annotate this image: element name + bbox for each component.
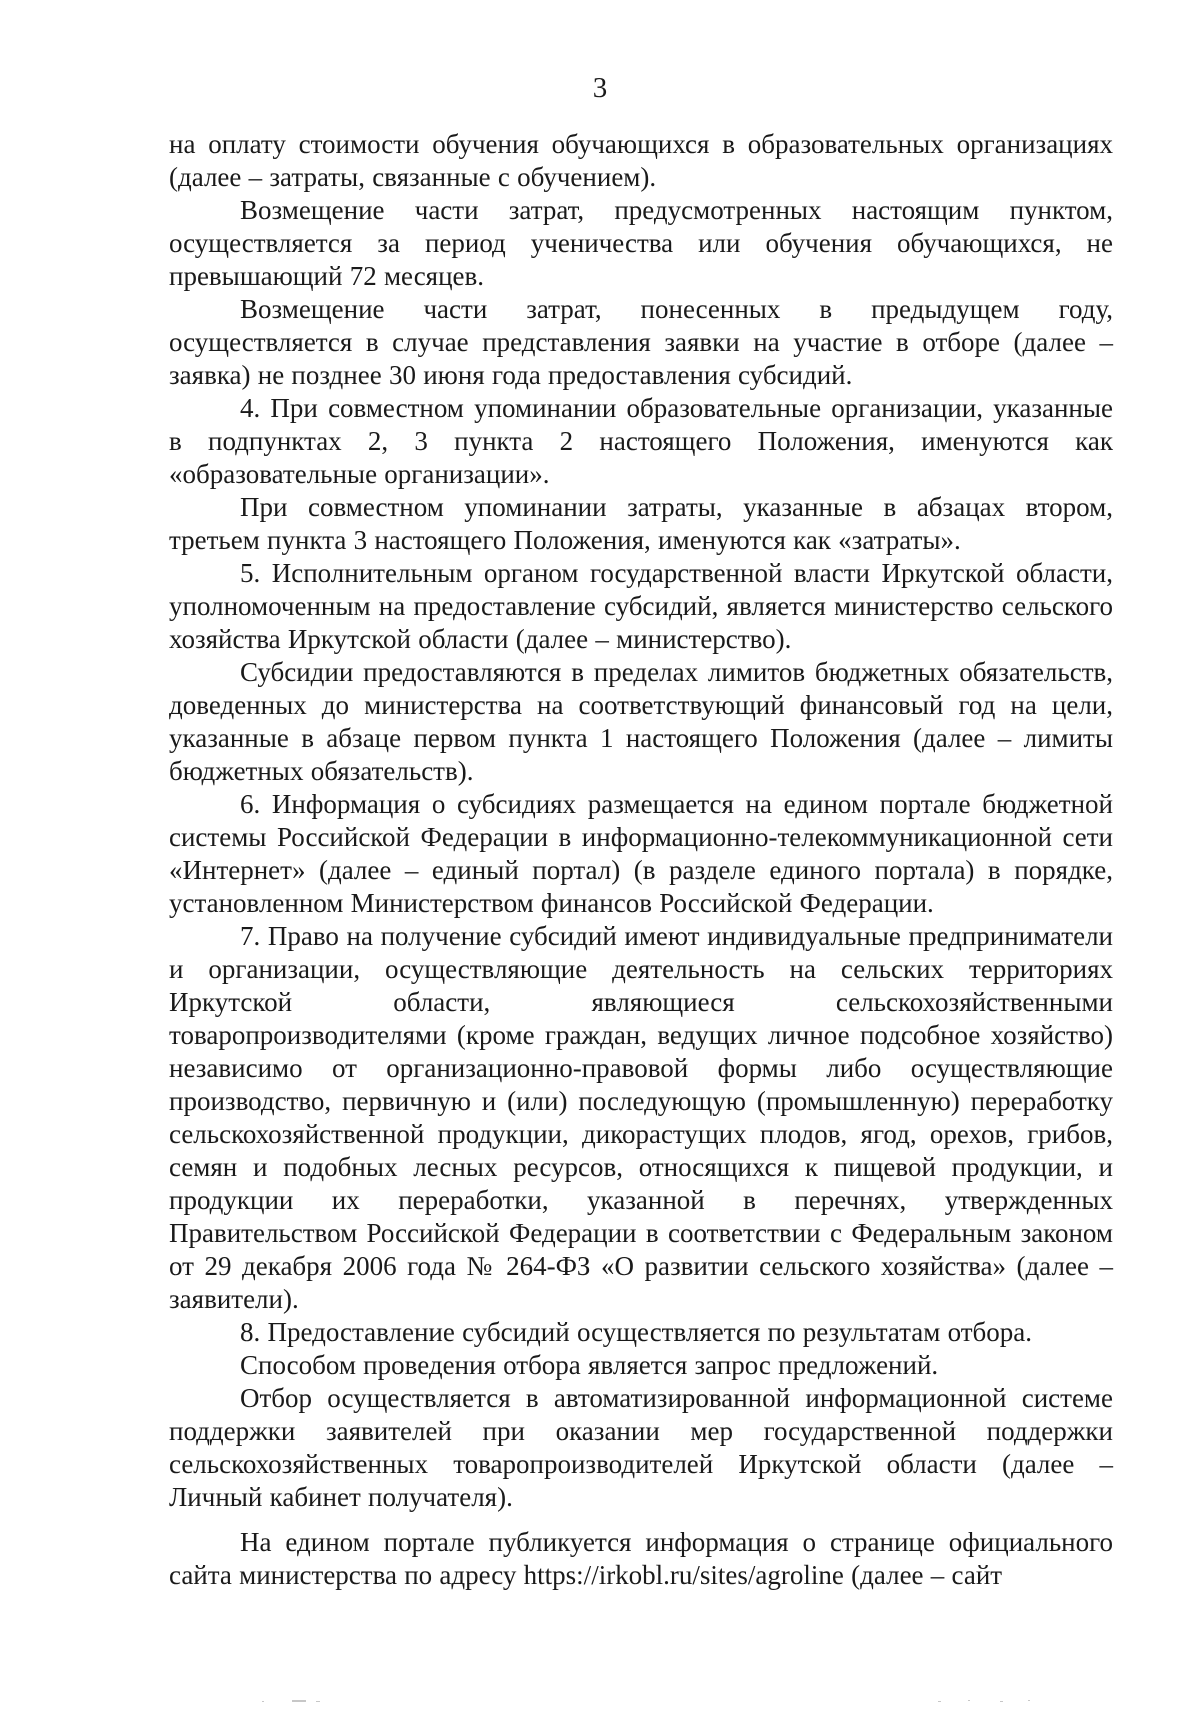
paragraph: Возмещение части затрат, понесенных в предыдущем году, осуществляется в случае представления заявки на участие в отборе (далее – заявка) не позднее 30 июня года предоставления субсидий. [169, 294, 1113, 390]
paragraph: Способом проведения отбора является запрос предложений. [240, 1350, 939, 1380]
paragraph: 4. При совместном упоминании образовательные организации, указанные в подпунктах 2, 3 пункта 2 настоящего Положения, именуются как «образовательные организации». [169, 393, 1113, 489]
paragraph: Субсидии предоставляются в пределах лимитов бюджетных обязательств, доведенных до министерства на соответствующий финансовый год на цели, указанные в абзаце первом пункта 1 настоящего Положения (далее – лимиты бюджетных обязательств). [169, 657, 1113, 786]
page-number: 3 [592, 72, 608, 104]
document-body [169, 128, 1113, 1592]
paragraph: Возмещение части затрат, предусмотренных настоящим пунктом, осуществляется за период ученичества или обучения обучающихся, не превышающий 72 месяцев. [169, 195, 1113, 291]
paragraph: 8. Предоставление субсидий осуществляется по результатам отбора. [240, 1317, 1032, 1347]
paragraph: на оплату стоимости обучения обучающихся в образовательных организациях (далее – затраты, связанные с обучением). [169, 129, 1113, 192]
scan-artifact-marks [0, 1682, 1200, 1722]
paragraph: 6. Информация о субсидиях размещается на едином портале бюджетной системы Российской Федерации в информационно-телекоммуникационной сети «Интернет» (далее – единый портал) (в разделе единого портала) в порядке, установленном Министерством финансов Российской Федерации. [169, 789, 1113, 918]
paragraph: 7. Право на получение субсидий имеют индивидуальные предприниматели и организации, осуществляющие деятельность на сельских территориях Иркутской области, являющиеся сельскохозяйственными товаропроизводителями (кроме граждан, ведущих личное подсобное хозяйство) независимо от организационно-правовой формы либо осуществляющие производство, первичную и (или) последующую (промышленную) переработку сельскохозяйственной продукции, дикорастущих плодов, ягод, орехов, грибов, семян и подобных лесных ресурсов, относящихся к пищевой продукции, и продукции их переработки, указанной в перечнях, утвержденных Правительством Российской Федерации в соответствии с Федеральным законом от 29 декабря 2006 года № 264-ФЗ «О развитии сельского хозяйства» (далее – заявители). [169, 921, 1113, 1314]
paragraph: На едином портале публикуется информация о странице официального сайта министерства по адресу https://irkobl.ru/sites/agroline (далее – сайт [169, 1527, 1113, 1590]
paragraph: Отбор осуществляется в автоматизированной информационной системе поддержки заявителей при оказании мер государственной поддержки сельскохозяйственных товаропроизводителей Иркутской области (далее – Личный кабинет получателя). [169, 1383, 1113, 1512]
paragraph: При совместном упоминании затраты, указанные в абзацах втором, третьем пункта 3 настоящего Положения, именуются как «затраты». [169, 492, 1113, 555]
paragraph: 5. Исполнительным органом государственной власти Иркутской области, уполномоченным на предоставление субсидий, является министерство сельского хозяйства Иркутской области (далее – министерство). [169, 558, 1113, 654]
